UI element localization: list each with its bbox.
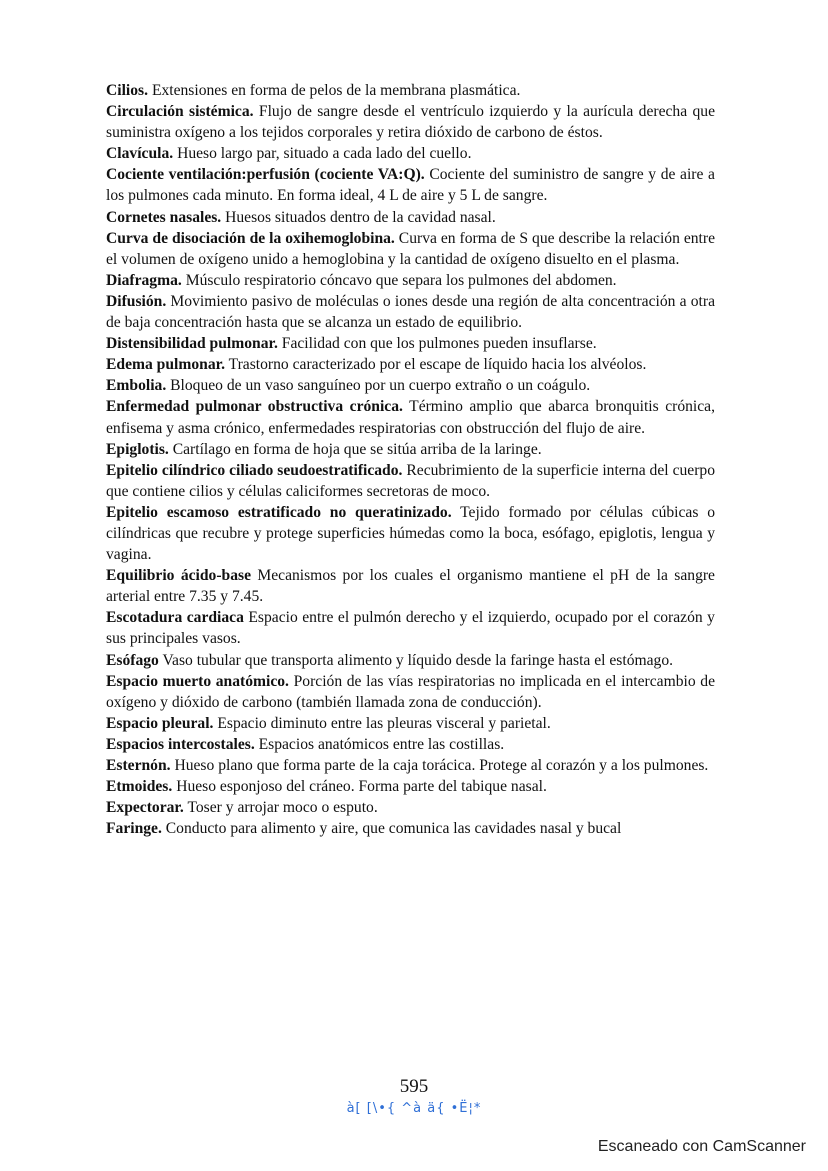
glossary-entry [106,650,715,671]
glossary-entry [106,270,715,291]
glossary-definition: Facilidad con que los pulmones pueden insuflarse. [281,335,597,353]
glossary-definition: Músculo respiratorio cóncavo que separa los pulmones del abdomen. [185,271,617,289]
glossary-entry [106,354,715,375]
scanner-watermark: Escaneado con CamScanner [597,1138,806,1155]
glossary-definition: Huesos situados dentro de la cavidad nasal. [225,208,496,226]
glossary-entry [106,291,715,333]
glossary-entry [106,818,715,839]
glossary-term: Espacio pleural. [106,714,214,732]
glossary-term: Expectorar. [106,799,184,817]
glossary-definition: Cociente del suministro de sangre y de aire a los pulmones cada minuto. En forma ideal, 4 L de aire y 5 L de sangre. [106,166,715,205]
glossary-entry [106,713,715,734]
glossary-term: Escotadura cardiaca [106,609,244,627]
glossary-term: Espacio muerto anatómico. [106,672,289,690]
glossary-entry [106,80,715,101]
glossary-term: Cilios. [106,82,149,99]
glossary-term: Difusión. [106,292,167,310]
glossary-definition: Recubrimiento de la superficie interna del cuerpo que contiene cilios y células caliciformes secretoras de moco. [106,461,715,500]
glossary-entry [106,143,715,164]
glossary-term: Edema pulmonar. [106,356,226,374]
glossary-definition: Mecanismos por los cuales el organismo mantiene el pH de la sangre arterial entre 7.35 y 7.45. [106,567,715,606]
glossary-term: Epiglotis. [106,440,169,458]
glossary-term: Faringe. [106,820,162,838]
glossary-definition: Espacios anatómicos entre las costillas. [258,735,505,753]
glossary-term: Diafragma. [106,271,182,289]
glossary-term: Espacios intercostales. [106,735,255,753]
glossary-definition: Vaso tubular que transporta alimento y líquido desde la faringe hasta el estómago. [162,651,674,669]
glossary-entry [106,797,715,818]
glossary-entry [106,776,715,797]
glossary-entry [106,375,715,396]
glossary-entry [106,502,715,565]
glossary-term: Enfermedad pulmonar obstructiva crónica. [106,398,403,416]
glossary-definition: Hueso esponjoso del cráneo. Forma parte del tabique nasal. [176,778,547,796]
glossary-definition: Extensiones en forma de pelos de la membrana plasmática. [151,82,521,99]
glossary-entry [106,460,715,502]
glossary-definition: Hueso plano que forma parte de la caja torácica. Protege al corazón y a los pulmones. [174,757,709,774]
glossary-definition: Toser y arrojar moco o esputo. [187,799,378,817]
glossary-entry [106,396,715,438]
glossary-definition: Curva en forma de S que describe la relación entre el volumen de oxígeno unido a hemoglobina y la cantidad de oxígeno disuelto en el plasma. [106,229,715,268]
glossary-term: Esófago [106,651,159,669]
glossary-definition: Hueso largo par, situado a cada lado del cuello. [177,145,472,163]
glossary-term: Etmoides. [106,778,173,796]
page-number: 595 [399,1076,429,1097]
glossary-term: Curva de disociación de la oxihemoglobina. [106,229,395,247]
glossary-term: Embolia. [106,377,167,395]
glossary-entry [106,207,715,228]
glossary-entry [106,228,715,270]
glossary-definition: Espacio diminuto entre las pleuras visceral y parietal. [217,714,551,732]
glossary-entry [106,164,715,206]
glossary-definition: Bloqueo de un vaso sanguíneo por un cuerpo extraño o un coágulo. [170,377,591,395]
glossary-entry [106,607,715,649]
glossary-definition: Porción de las vías respiratorias no implicada en el intercambio de oxígeno y dióxido de carbono (también llamada zona de conducción). [106,672,715,711]
glossary-term: Clavícula. [106,145,174,163]
glossary-term: Circulación sistémica. [106,103,254,121]
glossary-term: Equilibrio ácido-base [106,567,251,585]
glossary-definition: Espacio entre el pulmón derecho y el izquierdo, ocupado por el corazón y sus principales vasos. [106,609,715,648]
glossary-definition: Término amplio que abarca bronquitis crónica, enfisema y asma crónico, enfermedades respiratorias con obstrucción del flujo de aire. [106,398,715,437]
glossary-definition: Trastorno caracterizado por el escape de líquido hacia los alvéolos. [228,356,647,374]
glossary-entry [106,734,715,755]
glossary-entry [106,101,715,143]
glossary-entry [106,333,715,354]
glossary-entry [106,565,715,607]
glossary-definition: Tejido formado por células cúbicas o cilíndricas que recubre y protege superficies húmedas como la boca, esófago, epiglotis, lengua y vagina. [106,503,715,564]
glossary-term: Cociente ventilación:perfusión (cociente VA:Q). [106,166,425,184]
glossary-term: Esternón. [106,757,171,774]
watermark-code: à[ [\•{ ^à ä{ •Ё¦* [346,1101,482,1116]
glossary-definition: Conducto para alimento y aire, que comunica las cavidades nasal y bucal [165,820,622,838]
glossary-term: Cornetes nasales. [106,208,222,226]
glossary-term: Epitelio cilíndrico ciliado seudoestratificado. [106,461,403,479]
glossary-definition: Movimiento pasivo de moléculas o iones desde una región de alta concentración a otra de baja concentración hasta que se alcanza un estado de equilibrio. [106,292,715,332]
glossary-entry [106,439,715,460]
glossary-term: Epitelio escamoso estratificado no queratinizado. [106,503,452,521]
glossary-entry [106,671,715,713]
glossary-definition: Flujo de sangre desde el ventrículo izquierdo y la aurícula derecha que suministra oxígeno a los tejidos corporales y retira dióxido de carbono de éstos. [106,103,715,142]
glossary-list [106,80,715,839]
glossary-term: Distensibilidad pulmonar. [106,335,278,353]
glossary-entry [106,755,715,776]
glossary-definition: Cartílago en forma de hoja que se sitúa arriba de la laringe. [172,440,542,458]
